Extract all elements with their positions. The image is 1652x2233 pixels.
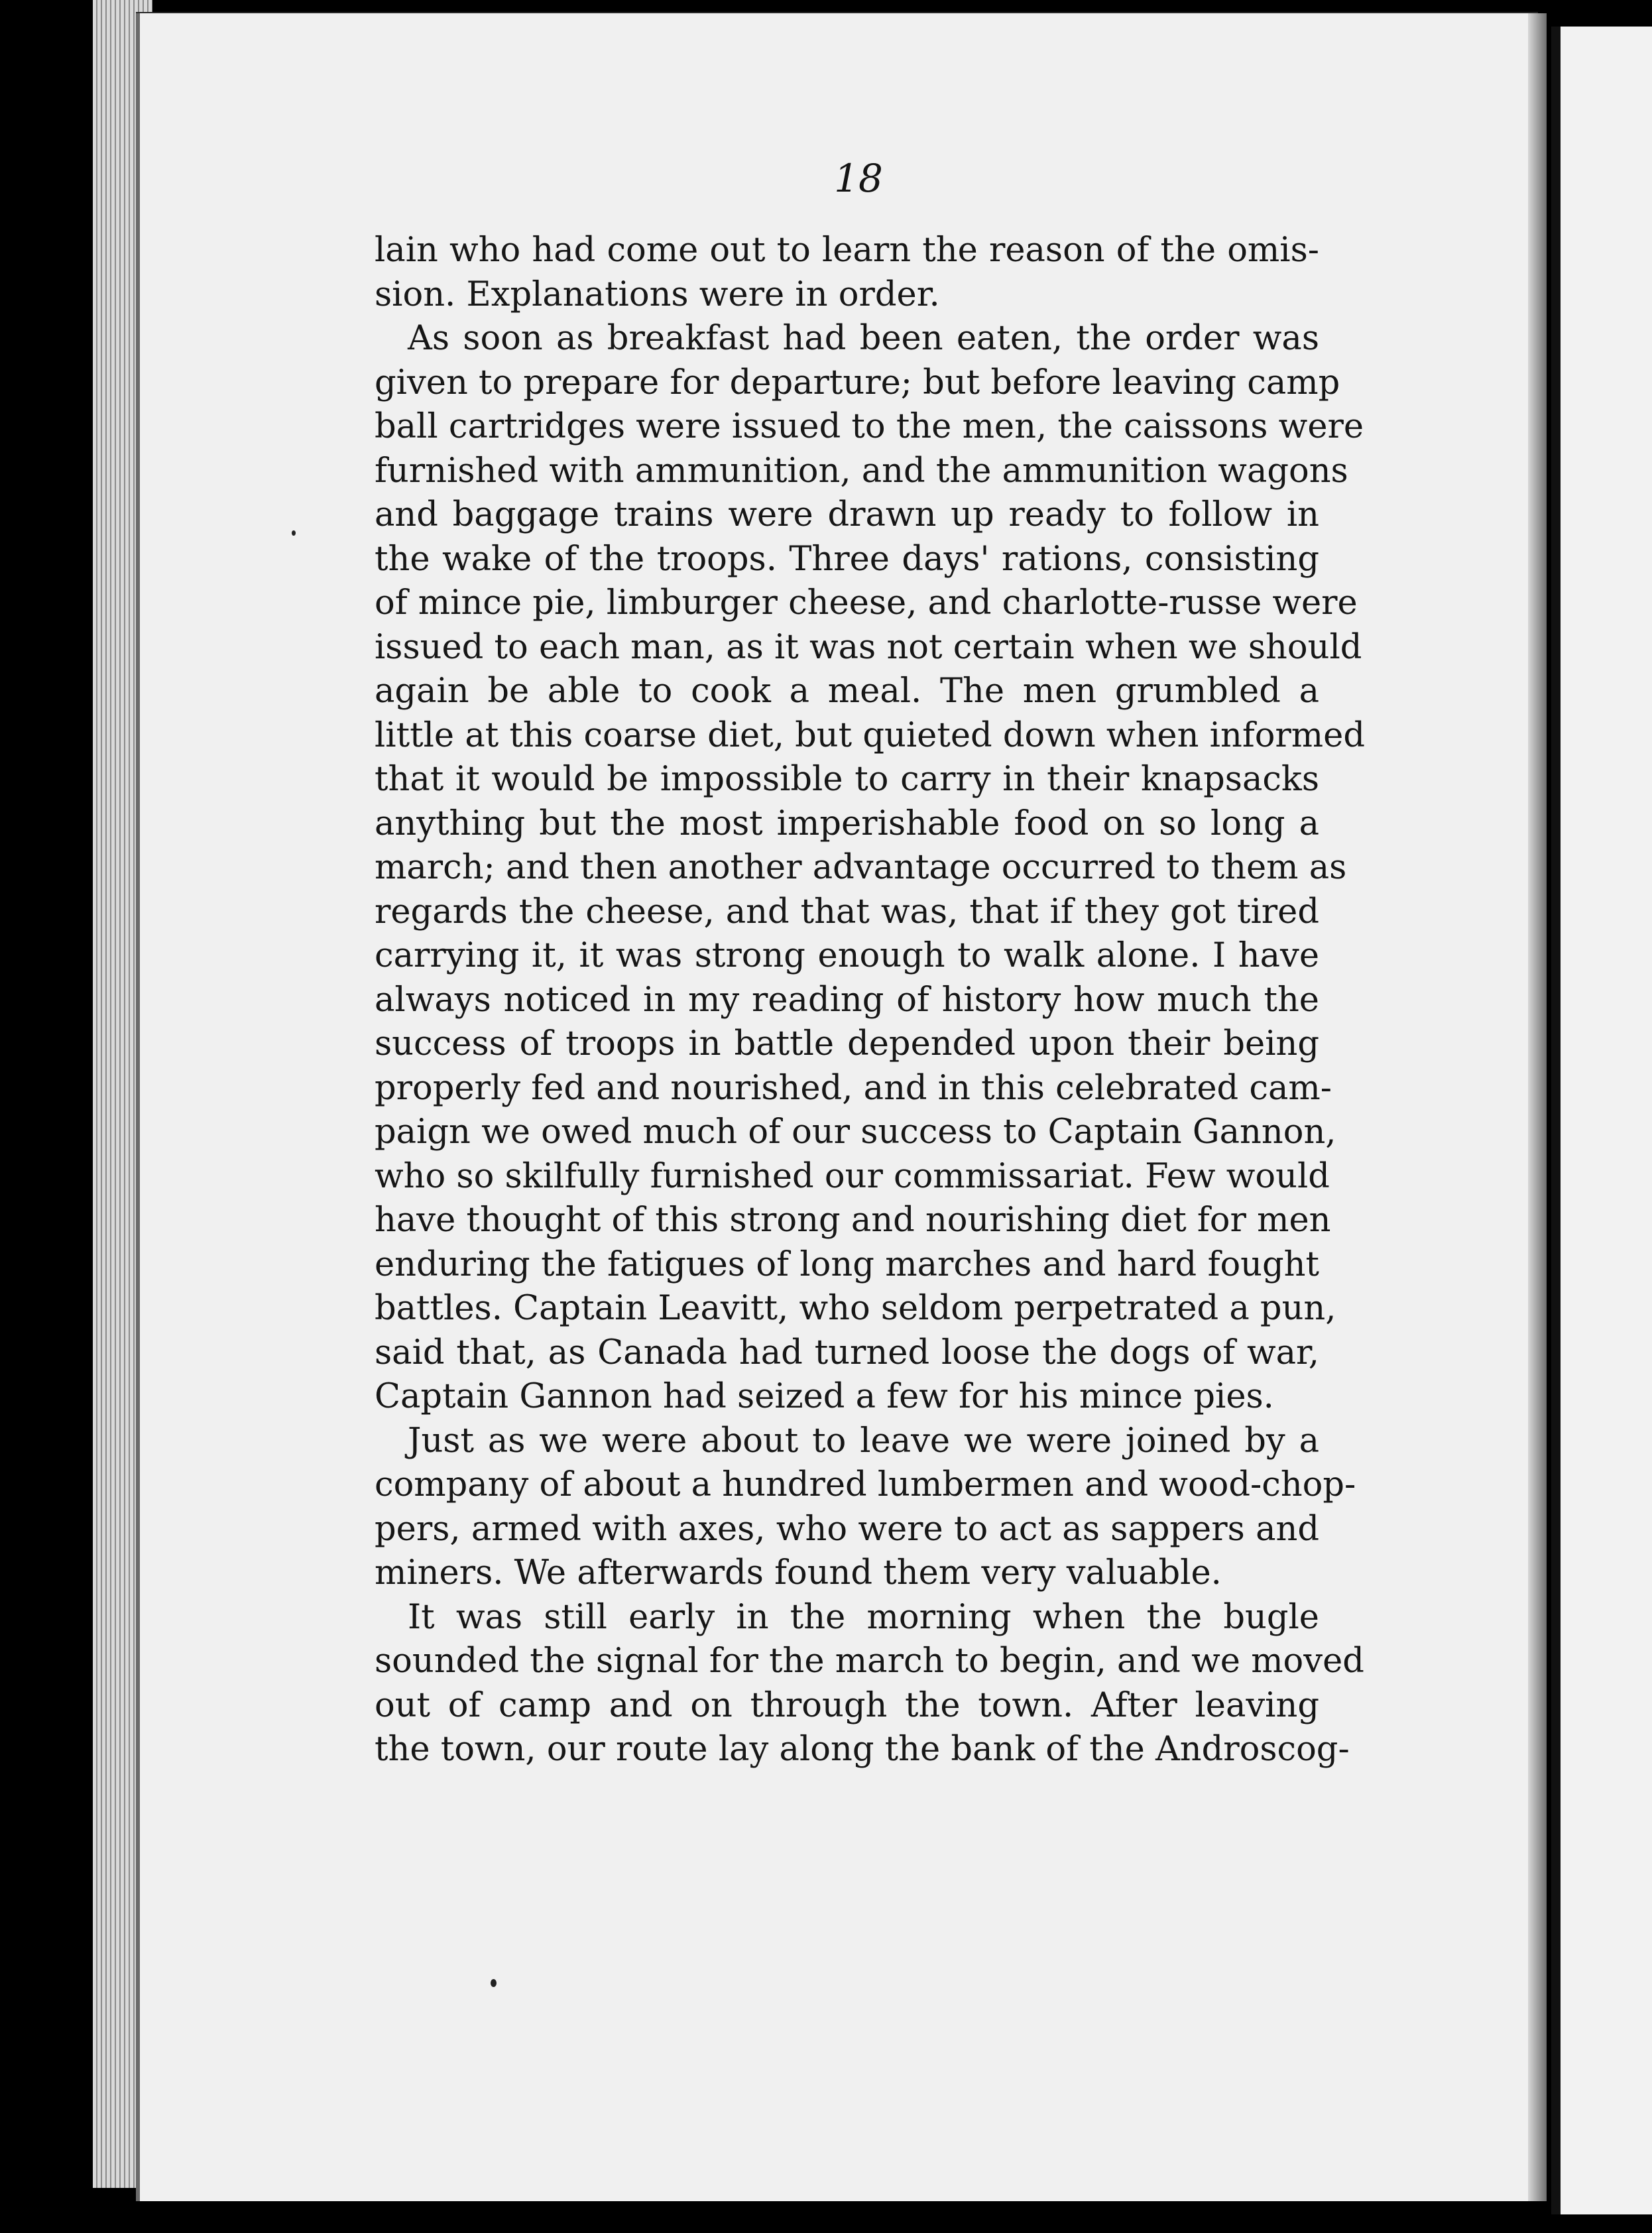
text-line: issued to each man, as it was not certain when we should bbox=[375, 627, 1362, 667]
text-line: the wake of the troops. Three days' rations, consisting bbox=[375, 539, 1319, 579]
text-line: properly fed and nourished, and in this celebrated cam- bbox=[375, 1068, 1332, 1108]
text-line: lain who had come out to learn the reason of the omis- bbox=[375, 231, 1319, 270]
text-line: enduring the fatigues of long marches and hard fought bbox=[375, 1244, 1319, 1284]
text-line: sounded the signal for the march to begin, and we moved bbox=[375, 1642, 1364, 1681]
text-line: sion. Explanations were in order. bbox=[375, 274, 940, 314]
text-line: said that, as Canada had turned loose the dogs of war, bbox=[375, 1333, 1319, 1372]
text-line: carrying it, it was strong enough to walk alone. I have bbox=[375, 936, 1319, 975]
text-line: and baggage trains were drawn up ready to follow in bbox=[375, 495, 1319, 534]
text-line: little at this coarse diet, but quieted down when informed bbox=[375, 715, 1365, 755]
page-number: 18 bbox=[834, 156, 883, 201]
text-line: have thought of this strong and nourishing diet for men bbox=[375, 1201, 1331, 1240]
text-line: As soon as breakfast had been eaten, the order was bbox=[408, 319, 1319, 358]
text-line: again be able to cook a meal. The men grumbled a bbox=[375, 672, 1319, 711]
text-line: It was still early in the morning when the bugle bbox=[408, 1597, 1319, 1637]
text-line: the town, our route lay along the bank of the Androscog- bbox=[375, 1730, 1350, 1769]
text-line: of mince pie, limburger cheese, and charlotte-russe were bbox=[375, 583, 1358, 623]
ink-speck bbox=[491, 1979, 497, 1987]
text-line: who so skilfully furnished our commissariat. Few would bbox=[375, 1156, 1330, 1196]
text-line: paign we owed much of our success to Captain Gannon, bbox=[375, 1113, 1336, 1152]
text-line: that it would be impossible to carry in their knapsacks bbox=[375, 760, 1319, 799]
text-line: anything but the most imperishable food on so long a bbox=[375, 804, 1319, 843]
text-line: always noticed in my reading of history how much the bbox=[375, 980, 1319, 1020]
spine-shadow bbox=[1528, 13, 1547, 2201]
text-line: success of troops in battle depended upon their being bbox=[375, 1024, 1319, 1063]
text-line: company of about a hundred lumbermen and wood-chop- bbox=[375, 1465, 1356, 1504]
text-line: miners. We afterwards found them very valuable. bbox=[375, 1553, 1222, 1593]
text-line: Just as we were about to leave we were joined by a bbox=[408, 1421, 1319, 1461]
body-text bbox=[375, 229, 1365, 1772]
text-line: out of camp and on through the town. After leaving bbox=[375, 1685, 1319, 1725]
text-line: Captain Gannon had seized a few for his mince pies. bbox=[375, 1377, 1274, 1416]
text-line: ball cartridges were issued to the men, the caissons were bbox=[375, 407, 1364, 446]
text-line: pers, armed with axes, who were to act as sappers and bbox=[375, 1509, 1319, 1549]
text-line: march; and then another advantage occurred to them as bbox=[375, 848, 1347, 887]
text-line: given to prepare for departure; but before leaving camp bbox=[375, 363, 1340, 402]
facing-page-edge bbox=[1551, 27, 1652, 2214]
text-line: furnished with ammunition, and the ammunition wagons bbox=[375, 451, 1348, 491]
text-line: regards the cheese, and that was, that if they got tired bbox=[375, 892, 1319, 932]
text-line: battles. Captain Leavitt, who seldom perpetrated a pun, bbox=[375, 1289, 1336, 1328]
ink-speck bbox=[292, 530, 296, 536]
